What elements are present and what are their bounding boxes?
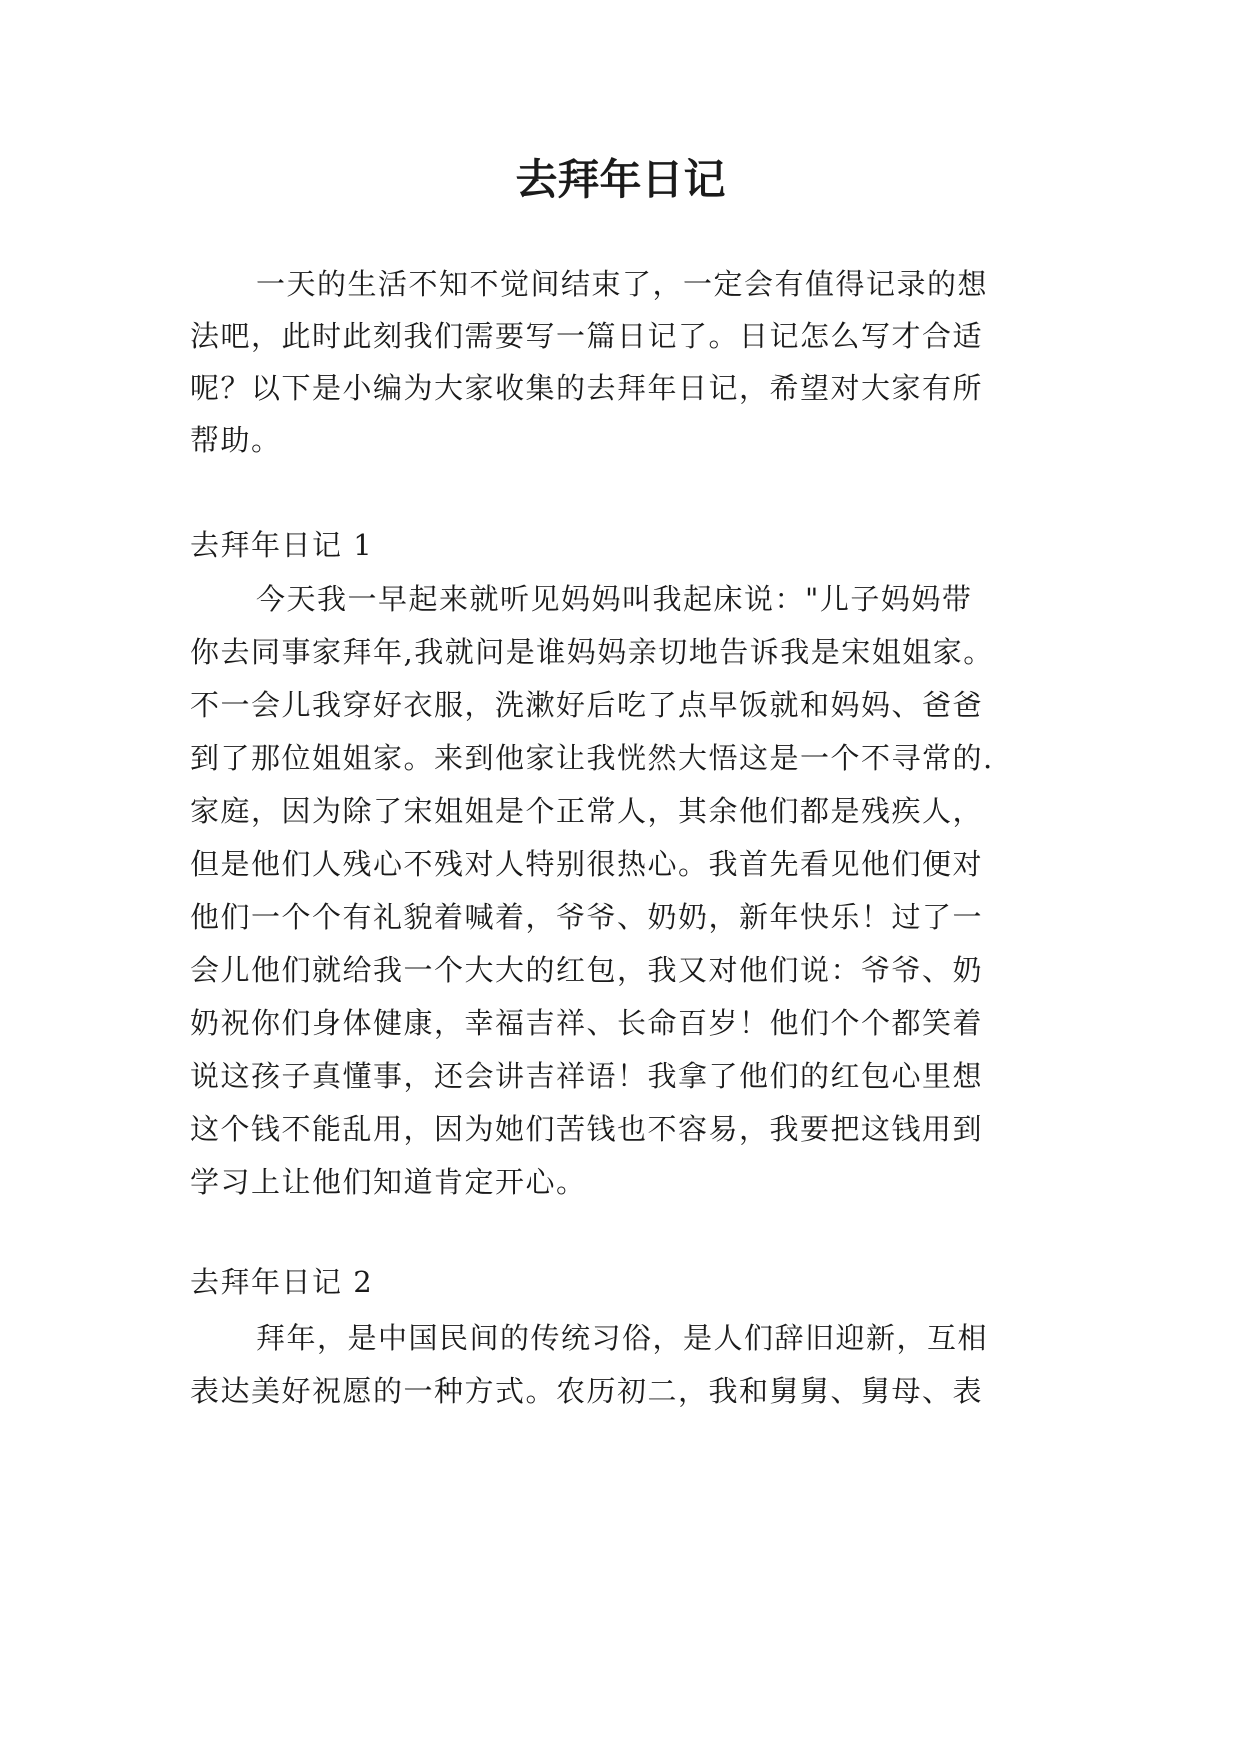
body-line: 会儿他们就给我一个大大的红包，我又对他们说：爷爷、奶 bbox=[190, 953, 984, 987]
body-line: 表达美好祝愿的一种方式。农历初二，我和舅舅、舅母、表 bbox=[190, 1374, 984, 1408]
body-line: 你去同事家拜年,我就问是谁妈妈亲切地告诉我是宋姐姐家。 bbox=[190, 635, 994, 669]
section-heading: 去拜年日记 1 bbox=[190, 528, 374, 562]
body-line: 他们一个个有礼貌着喊着，爷爷、奶奶，新年快乐！过了一 bbox=[190, 900, 984, 934]
document-title: 去拜年日记 bbox=[515, 155, 726, 204]
intro-line: 呢？以下是小编为大家收集的去拜年日记，希望对大家有所 bbox=[190, 371, 984, 405]
body-line: 今天我一早起来就听见妈妈叫我起床说："儿子妈妈带 bbox=[256, 582, 973, 616]
body-line: 学习上让他们知道肯定开心。 bbox=[190, 1165, 587, 1199]
intro-line: 帮助。 bbox=[190, 423, 282, 457]
intro-line: 一天的生活不知不觉间结束了，一定会有值得记录的想 bbox=[256, 267, 989, 301]
body-line: 拜年，是中国民间的传统习俗，是人们辞旧迎新，互相 bbox=[256, 1321, 989, 1355]
body-line: 家庭，因为除了宋姐姐是个正常人，其余他们都是残疾人， bbox=[190, 794, 984, 828]
intro-line: 法吧，此时此刻我们需要写一篇日记了。日记怎么写才合适 bbox=[190, 319, 984, 353]
section-heading: 去拜年日记 2 bbox=[190, 1265, 374, 1299]
body-line: 奶祝你们身体健康，幸福吉祥、长命百岁！他们个个都笑着 bbox=[190, 1006, 984, 1040]
body-line: 但是他们人残心不残对人特别很热心。我首先看见他们便对 bbox=[190, 847, 984, 881]
body-line: 说这孩子真懂事，还会讲吉祥语！我拿了他们的红包心里想 bbox=[190, 1059, 984, 1093]
body-line: 这个钱不能乱用，因为她们苦钱也不容易，我要把这钱用到 bbox=[190, 1112, 984, 1146]
body-line: 不一会儿我穿好衣服，洗漱好后吃了点早饭就和妈妈、爸爸 bbox=[190, 688, 984, 722]
body-line: 到了那位姐姐家。来到他家让我恍然大悟这是一个不寻常的. bbox=[190, 741, 994, 775]
